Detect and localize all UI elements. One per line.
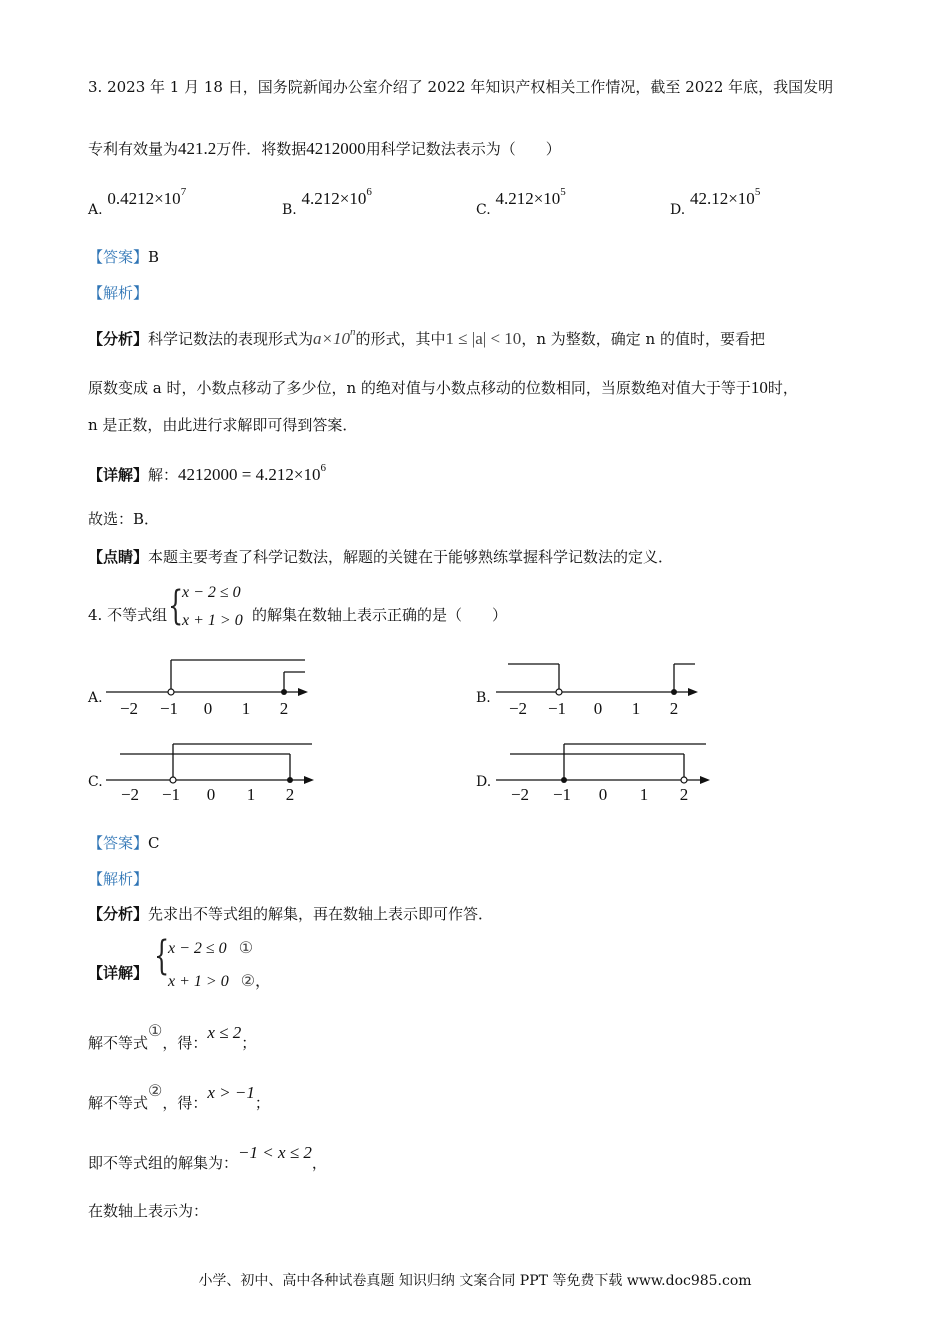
q4-option-d-label: D. bbox=[476, 774, 492, 790]
option-label: D. bbox=[670, 201, 686, 218]
fenxi-text: 的形式，其中 bbox=[355, 330, 446, 348]
option-formula bbox=[107, 186, 187, 208]
tick-label: −2 bbox=[510, 785, 530, 804]
q3-fenxi-line1 bbox=[88, 328, 765, 349]
answer-value: C bbox=[148, 834, 160, 852]
tick-label: 2 bbox=[679, 785, 689, 804]
axis-arrow bbox=[298, 688, 308, 696]
fenxi-tag: 【分析】 bbox=[88, 905, 149, 923]
open-point bbox=[170, 777, 176, 783]
q3-choice: 故选：B． bbox=[88, 510, 160, 528]
fenxi-text: ，n 为整数，确定 n 的值时，要看把 bbox=[521, 330, 765, 348]
q4-prefix: 4. 不等式组 bbox=[88, 606, 168, 624]
page-footer: 小学、初中、高中各种试卷真题 知识归纳 文案合同 PPT 等免费下载 www.doc985.com bbox=[198, 1273, 752, 1289]
inequality-text: x + 1 > 0 bbox=[168, 973, 229, 990]
q3-analysis-tag: 【解析】 bbox=[88, 284, 149, 302]
answer-tag: 【答案】 bbox=[88, 248, 149, 266]
tick-label: 1 bbox=[246, 785, 256, 804]
formula-exp: 5 bbox=[754, 186, 761, 198]
formula-exp: n bbox=[350, 326, 356, 339]
tick-label: −2 bbox=[120, 785, 140, 804]
option-formula bbox=[689, 186, 761, 208]
punctuation: ； bbox=[254, 1094, 270, 1112]
inequality-2: x + 1 > 0 bbox=[182, 612, 243, 629]
fenxi-text: 原数变成 a 时，小数点移动了多少位，n 的绝对值与小数点移动的位数相同，当原数绝对值大于等于 bbox=[88, 379, 751, 397]
formula-exp: 5 bbox=[560, 186, 566, 198]
closed-point bbox=[287, 777, 293, 783]
q3-fenxi-line3: n 是正数，由此进行求解即可得到答案． bbox=[88, 416, 358, 434]
punctuation: ， bbox=[311, 1154, 327, 1172]
q4-fenxi bbox=[88, 903, 493, 924]
q4-detail-tag: 【详解】 bbox=[88, 964, 149, 982]
q4-analysis-tag: 【解析】 bbox=[88, 870, 149, 888]
q4-suffix: 的解集在数轴上表示正确的是（ ） bbox=[252, 606, 508, 624]
fenxi-text: 科学记数法的表现形式为 bbox=[148, 330, 314, 348]
tick-label: −2 bbox=[119, 699, 139, 718]
brace-symbol: { bbox=[154, 933, 170, 979]
tick-label: 2 bbox=[285, 785, 295, 804]
formula-base: 4.212×10 bbox=[301, 188, 367, 208]
q4-inequality-system bbox=[168, 584, 258, 640]
q4-number-line-d bbox=[490, 736, 722, 806]
q3-dianjing bbox=[88, 546, 673, 567]
q3-option-d bbox=[670, 186, 761, 218]
axis-arrow bbox=[700, 776, 710, 784]
tick-label: 0 bbox=[593, 699, 603, 718]
q3-answer bbox=[88, 246, 159, 267]
q3-option-c bbox=[476, 186, 566, 218]
open-point bbox=[681, 777, 687, 783]
option-label: B. bbox=[282, 201, 297, 218]
q3-number-4212000: 4212000 bbox=[306, 139, 366, 158]
detail-formula bbox=[178, 462, 326, 484]
inequality-text: x − 2 ≤ 0 bbox=[168, 940, 227, 957]
step-result: x ≤ 2 bbox=[207, 1023, 242, 1042]
q4-answer bbox=[88, 832, 160, 853]
tick-label: −1 bbox=[552, 785, 572, 804]
open-point bbox=[168, 689, 174, 695]
fenxi-formula bbox=[313, 326, 356, 348]
option-label: A. bbox=[88, 201, 103, 218]
inequality-2 bbox=[168, 968, 271, 991]
q4-option-b-label: B. bbox=[476, 690, 491, 706]
tick-label: 2 bbox=[669, 699, 679, 718]
fenxi-text: 时， bbox=[767, 379, 798, 397]
q3-option-a bbox=[88, 186, 187, 218]
q3-stem-text: 万件．将数据 bbox=[216, 140, 307, 158]
tick-label: 1 bbox=[241, 699, 251, 718]
tick-label: 2 bbox=[279, 699, 289, 718]
punctuation: ， bbox=[255, 973, 272, 990]
q4-number-line-c bbox=[100, 736, 324, 806]
q4-number-line-b bbox=[490, 652, 710, 722]
closed-point bbox=[671, 689, 677, 695]
formula-exp: 6 bbox=[320, 462, 326, 475]
closed-point bbox=[561, 777, 567, 783]
brace-symbol: { bbox=[168, 583, 184, 629]
tick-label: −1 bbox=[547, 699, 567, 718]
tick-label: −1 bbox=[161, 785, 181, 804]
tick-label: 1 bbox=[631, 699, 641, 718]
dianjing-tag: 【点睛】 bbox=[88, 548, 149, 566]
q4-option-c-label: C. bbox=[88, 774, 103, 790]
q4-step3 bbox=[88, 1143, 327, 1173]
tick-label: 0 bbox=[203, 699, 213, 718]
q4-step1 bbox=[88, 1021, 257, 1053]
circled-two: ② bbox=[240, 973, 256, 990]
axis-arrow bbox=[688, 688, 698, 696]
answer-tag: 【答案】 bbox=[88, 834, 149, 852]
q3-stem-text: 专利有效量为 bbox=[88, 140, 179, 158]
q4-number-line-a bbox=[100, 652, 320, 722]
open-point bbox=[556, 689, 562, 695]
answer-value: B bbox=[148, 248, 160, 266]
axis-arrow bbox=[304, 776, 314, 784]
q4-detail-system bbox=[154, 934, 284, 994]
q3-number-4212: 421.2 bbox=[178, 139, 217, 158]
formula-exp: 6 bbox=[366, 186, 372, 198]
q3-detail bbox=[88, 464, 326, 485]
circled-one: ① bbox=[238, 940, 254, 957]
detail-tag: 【详解】 bbox=[88, 466, 149, 484]
q3-option-b bbox=[282, 186, 372, 218]
q4-step4: 在数轴上表示为： bbox=[88, 1202, 209, 1220]
fenxi-ten: 10 bbox=[750, 378, 768, 397]
option-formula bbox=[301, 186, 372, 208]
step-text: 解不等式 bbox=[88, 1034, 149, 1052]
option-formula bbox=[495, 186, 566, 208]
closed-point bbox=[281, 689, 287, 695]
formula-base: 4212000 = 4.212×10 bbox=[178, 465, 321, 484]
q3-stem-text: 用科学记数法表示为（ ） bbox=[365, 140, 561, 158]
formula-exp: 7 bbox=[180, 186, 187, 198]
tick-label: 1 bbox=[639, 785, 649, 804]
step-result: x > −1 bbox=[207, 1083, 255, 1102]
formula-base: 42.12×10 bbox=[689, 188, 755, 208]
q3-fenxi-line2 bbox=[88, 377, 798, 398]
detail-text: 解： bbox=[148, 466, 179, 484]
tick-label: 0 bbox=[206, 785, 216, 804]
step-text: ，得： bbox=[162, 1094, 208, 1112]
fenxi-text: 先求出不等式组的解集，再在数轴上表示即可作答． bbox=[148, 905, 494, 923]
formula-base: a×10 bbox=[313, 329, 351, 348]
punctuation: ； bbox=[241, 1034, 257, 1052]
q3-stem-line1: 3. 2023 年 1 月 18 日，国务院新闻办公室介绍了 2022 年知识产权相关工作情况，截至 2022 年底，我国发明 bbox=[88, 78, 834, 96]
step-text: ，得： bbox=[162, 1034, 208, 1052]
q3-stem-line2 bbox=[88, 138, 561, 159]
formula-base: 4.212×10 bbox=[495, 188, 561, 208]
dianjing-text: 本题主要考查了科学记数法，解题的关键在于能够熟练掌握科学记数法的定义． bbox=[148, 548, 674, 566]
circled-one: ① bbox=[148, 1021, 163, 1040]
fenxi-tag: 【分析】 bbox=[88, 330, 149, 348]
q4-step2 bbox=[88, 1081, 270, 1113]
option-label: C. bbox=[476, 201, 491, 218]
step-result: −1 < x ≤ 2 bbox=[238, 1143, 312, 1162]
step-text: 即不等式组的解集为： bbox=[88, 1154, 239, 1172]
tick-label: −1 bbox=[159, 699, 179, 718]
circled-two: ② bbox=[148, 1081, 163, 1100]
q4-option-a-label: A. bbox=[88, 690, 103, 706]
inequality-1: x − 2 ≤ 0 bbox=[182, 584, 241, 601]
fenxi-range: 1 ≤ |a| < 10 bbox=[445, 329, 522, 348]
tick-label: 0 bbox=[598, 785, 608, 804]
tick-label: −2 bbox=[508, 699, 528, 718]
inequality-1 bbox=[168, 938, 253, 958]
step-text: 解不等式 bbox=[88, 1094, 149, 1112]
formula-base: 0.4212×10 bbox=[107, 188, 181, 208]
